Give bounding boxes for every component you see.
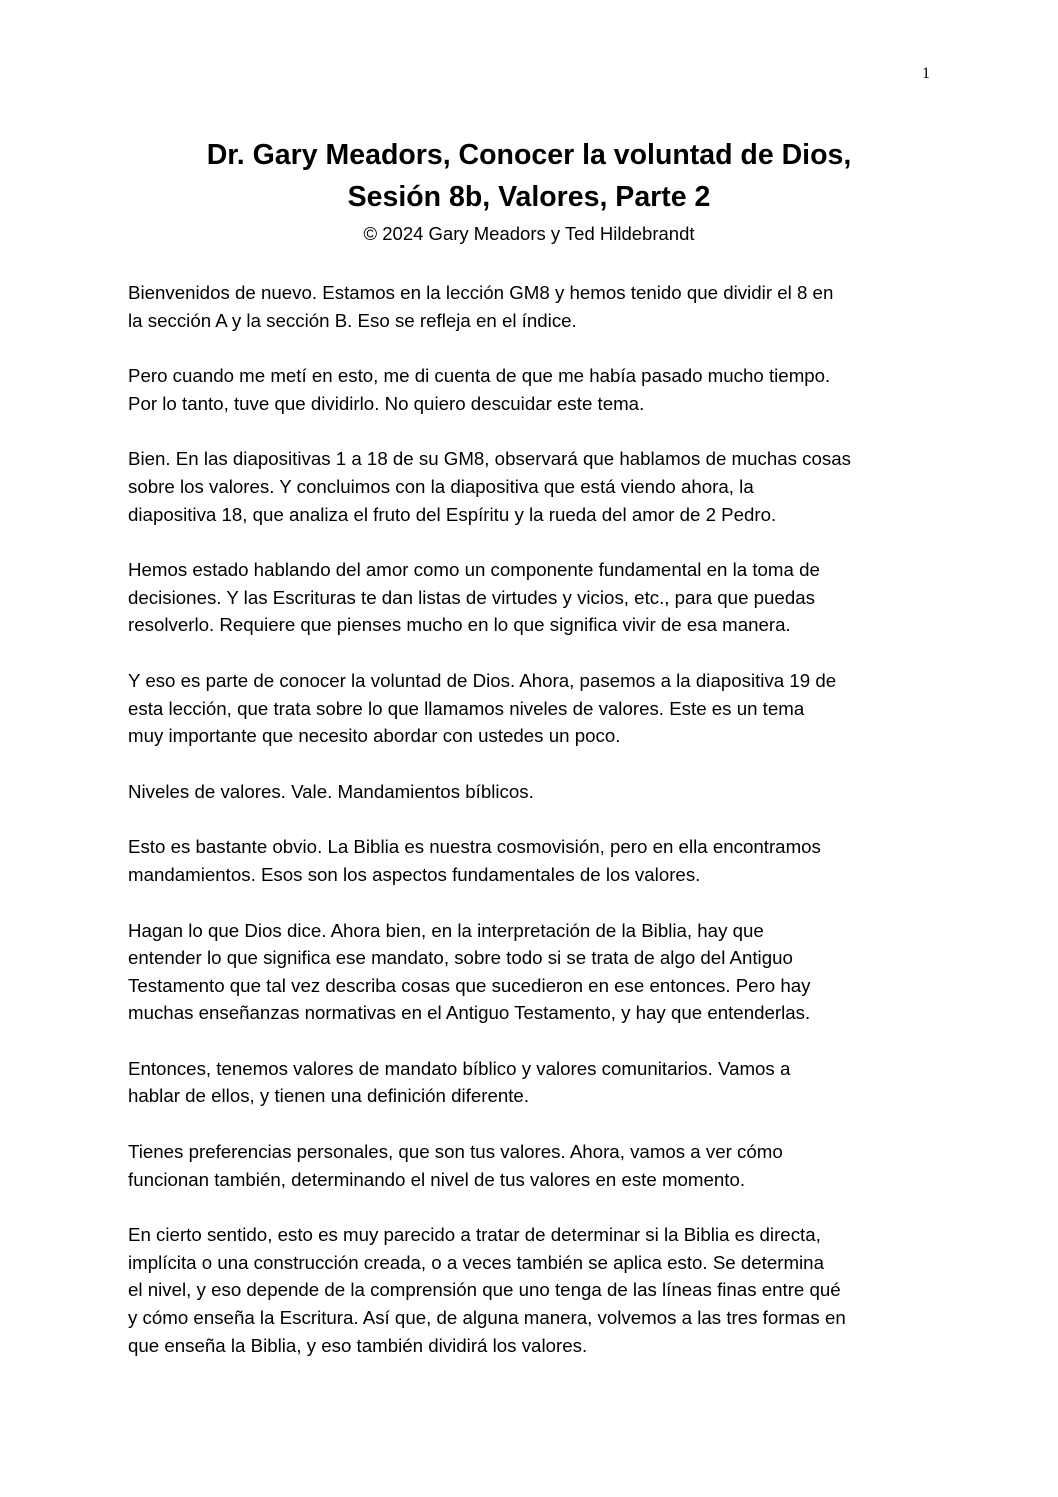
paragraph-line: decisiones. Y las Escrituras te dan listas de virtudes y vicios, etc., para que puedas	[128, 586, 815, 608]
paragraph-line: entender lo que significa ese mandato, sobre todo si se trata de algo del Antiguo	[128, 947, 793, 969]
paragraph	[128, 362, 948, 417]
paragraph	[128, 917, 948, 1027]
paragraph-line: Y eso es parte de conocer la voluntad de Dios. Ahora, pasemos a la diapositiva 19 de	[128, 669, 837, 691]
copyright-notice: © 2024 Gary Meadors y Ted Hildebrandt	[363, 223, 695, 244]
paragraph-line: diapositiva 18, que analiza el fruto del Espíritu y la rueda del amor de 2 Pedro.	[128, 503, 777, 525]
paragraph-line: que enseña la Biblia, y eso también dividirá los valores.	[128, 1334, 588, 1356]
paragraph-line: y cómo enseña la Escritura. Así que, de alguna manera, volvemos a las tres formas en	[128, 1307, 846, 1329]
paragraph-line: resolverlo. Requiere que pienses mucho en lo que significa vivir de esa manera.	[128, 614, 791, 636]
paragraph	[128, 556, 948, 639]
paragraph-line: implícita o una construcción creada, o a veces también se aplica esto. Se determina	[128, 1251, 824, 1273]
paragraph-line: Niveles de valores. Vale. Mandamientos bíblicos.	[128, 780, 534, 802]
paragraph	[128, 1138, 948, 1193]
paragraph	[128, 1221, 948, 1359]
paragraph-line: el nivel, y eso depende de la comprensión que uno tenga de las líneas finas entre qué	[128, 1279, 841, 1301]
paragraph-line: Testamento que tal vez describa cosas que sucedieron en ese entonces. Pero hay	[128, 974, 811, 996]
paragraph-line: Bienvenidos de nuevo. Estamos en la lección GM8 y hemos tenido que dividir el 8 en	[128, 282, 834, 303]
document-body	[128, 279, 948, 1387]
paragraph-line: muchas enseñanzas normativas en el Antiguo Testamento, y hay que entenderlas.	[128, 1002, 811, 1024]
paragraph-line: funcionan también, determinando el nivel de tus valores en este momento.	[128, 1168, 746, 1190]
page-number: 1	[922, 65, 930, 82]
paragraph-line: Por lo tanto, tuve que dividirlo. No quiero descuidar este tema.	[128, 392, 645, 414]
paragraph-line: mandamientos. Esos son los aspectos fundamentales de los valores.	[128, 863, 701, 885]
paragraph	[128, 833, 948, 888]
paragraph-line: Hemos estado hablando del amor como un componente fundamental en la toma de	[128, 559, 820, 581]
document-title	[100, 134, 958, 218]
paragraph-line: sobre los valores. Y concluimos con la diapositiva que está viendo ahora, la	[128, 475, 754, 497]
paragraph	[128, 1055, 948, 1110]
paragraph-line: muy importante que necesito abordar con ustedes un poco.	[128, 725, 621, 747]
paragraph-line: esta lección, que trata sobre lo que llamamos niveles de valores. Este es un tema	[128, 697, 805, 719]
paragraph	[128, 279, 948, 334]
paragraph	[128, 445, 948, 528]
paragraph-line: hablar de ellos, y tienen una definición diferente.	[128, 1085, 530, 1107]
paragraph-line: la sección A y la sección B. Eso se refleja en el índice.	[128, 309, 577, 331]
paragraph-line: Tienes preferencias personales, que son tus valores. Ahora, vamos a ver cómo	[128, 1141, 783, 1163]
paragraph-line: Entonces, tenemos valores de mandato bíblico y valores comunitarios. Vamos a	[128, 1057, 791, 1079]
title-line-1: Dr. Gary Meadors, Conocer la voluntad de Dios,	[206, 139, 852, 171]
title-line-2: Sesión 8b, Valores, Parte 2	[347, 181, 711, 213]
paragraph	[128, 778, 948, 806]
paragraph	[128, 667, 948, 750]
paragraph-line: Hagan lo que Dios dice. Ahora bien, en la interpretación de la Biblia, hay que	[128, 919, 764, 941]
paragraph-line: Bien. En las diapositivas 1 a 18 de su GM8, observará que hablamos de muchas cosas	[128, 448, 851, 470]
paragraph-line: Esto es bastante obvio. La Biblia es nuestra cosmovisión, pero en ella encontramos	[128, 836, 821, 858]
paragraph-line: En cierto sentido, esto es muy parecido a tratar de determinar si la Biblia es directa,	[128, 1224, 821, 1246]
paragraph-line: Pero cuando me metí en esto, me di cuenta de que me había pasado mucho tiempo.	[128, 365, 831, 387]
